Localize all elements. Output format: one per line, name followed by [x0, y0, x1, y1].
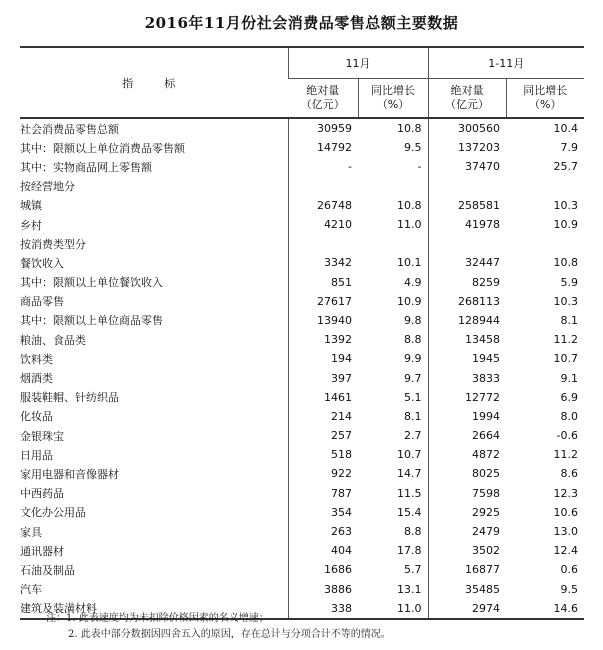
ytd-abs-value: 8025 [428, 464, 506, 483]
ytd-abs-value: 2479 [428, 522, 506, 541]
table-row [20, 292, 584, 311]
nov-abs-value: 518 [288, 445, 358, 464]
row-label: 化妆品 [20, 410, 53, 424]
ytd-yoy-value: 8.0 [560, 409, 578, 423]
indicator-header: 指 标 [20, 47, 288, 118]
nov-yoy-value: 9.9 [404, 352, 422, 366]
ytd-yoy-value [506, 234, 584, 253]
ytd-abs-value: 32447 [428, 253, 506, 272]
table-row [20, 464, 584, 483]
ytd-yoy-value: 10.8 [553, 256, 578, 270]
ytd-yoy-value: 6.9 [560, 390, 578, 404]
ytd-abs-value: 3502 [428, 541, 506, 560]
ytd-yoy-value: 7.9 [560, 141, 578, 155]
nov-abs-value: 338 [288, 599, 358, 619]
ytd-yoy-value: 10.9 [553, 218, 578, 232]
ytd-abs-header: 绝对量 （亿元） [428, 79, 506, 119]
ytd-yoy-value: 12.3 [553, 486, 578, 500]
ytd-abs-value: 1945 [428, 349, 506, 368]
ytd-yoy-value: 10.6 [553, 505, 578, 519]
table-row [20, 349, 584, 368]
nov-abs-value: 26748 [288, 196, 358, 215]
row-label: 饮料类 [20, 352, 53, 366]
table-row [20, 138, 584, 157]
nov-abs-value: 3342 [288, 253, 358, 272]
nov-yoy-value: 11.0 [358, 599, 428, 619]
row-label: 其中：实物商品网上零售额 [20, 160, 152, 174]
ytd-yoy-value: 10.7 [553, 352, 578, 366]
row-label: 按消费类型分 [20, 237, 86, 251]
nov-yoy-value: 10.8 [397, 122, 422, 136]
ytd-abs-value: 41978 [428, 215, 506, 234]
nov-yoy-value: 5.7 [404, 563, 422, 577]
nov-abs-value: 257 [288, 426, 358, 445]
table-body [20, 118, 584, 619]
table-row [20, 407, 584, 426]
nov-abs-value [288, 177, 358, 196]
nov-abs-value: 404 [288, 541, 358, 560]
nov-yoy-value: 5.1 [404, 390, 422, 404]
nov-abs-value [288, 234, 358, 253]
nov-abs-value: - [288, 157, 358, 176]
ytd-abs-value: 128944 [428, 311, 506, 330]
ytd-yoy-value: 10.4 [553, 122, 578, 136]
nov-abs-value: 14792 [288, 138, 358, 157]
row-label: 按经营地分 [20, 180, 75, 194]
row-label: 乡村 [20, 218, 42, 232]
table-row [20, 234, 584, 253]
ytd-abs-value: 4872 [428, 445, 506, 464]
period-ytd-header: 1-11月 [428, 47, 584, 79]
ytd-yoy-header: 同比增长 （%） [506, 79, 584, 119]
footnote-2: 2. 此表中部分数据因四舍五入的原因，存在总计与分项合计不等的情况。 [68, 629, 391, 640]
footnote-1: 注：1. 此表速度均为未扣除价格因素的名义增速； [46, 613, 269, 624]
ytd-abs-value [428, 177, 506, 196]
row-label: 通讯器材 [20, 544, 64, 558]
row-label: 其中：限额以上单位餐饮收入 [20, 276, 163, 290]
ytd-abs-value: 8259 [428, 273, 506, 292]
nov-yoy-value [358, 177, 428, 196]
ytd-yoy-value: 25.7 [553, 160, 578, 174]
nov-yoy-value [358, 234, 428, 253]
row-label: 石油及制品 [20, 563, 75, 577]
table-row [20, 215, 584, 234]
nov-yoy-value: 9.5 [404, 141, 422, 155]
row-label: 餐饮收入 [20, 256, 64, 270]
nov-yoy-value: 13.1 [397, 582, 422, 596]
row-label: 建筑及装潢材料 [20, 599, 288, 619]
nov-yoy-value: 8.8 [404, 525, 422, 539]
nov-yoy-header: 同比增长 （%） [358, 79, 428, 119]
nov-yoy-value: 10.7 [397, 448, 422, 462]
nov-yoy-value: 9.8 [404, 313, 422, 327]
table-row [20, 118, 584, 138]
ytd-abs-value: 268113 [428, 292, 506, 311]
table-row [20, 196, 584, 215]
nov-abs-value: 3886 [288, 580, 358, 599]
ytd-yoy-value: -0.6 [556, 429, 578, 443]
ytd-yoy-value: 14.6 [506, 599, 584, 619]
row-label: 金银珠宝 [20, 429, 64, 443]
ytd-abs-value: 7598 [428, 484, 506, 503]
nov-yoy-value: 11.5 [397, 486, 422, 500]
nov-abs-value: 194 [288, 349, 358, 368]
table-row [20, 177, 584, 196]
period-nov-header: 11月 [288, 47, 428, 79]
ytd-yoy-value: 8.6 [560, 467, 578, 481]
ytd-abs-value: 3833 [428, 368, 506, 387]
nov-yoy-value: 17.8 [397, 544, 422, 558]
row-label: 商品零售 [20, 295, 64, 309]
ytd-abs-value: 2925 [428, 503, 506, 522]
table-row [20, 541, 584, 560]
nov-abs-value: 851 [288, 273, 358, 292]
row-label: 其中：限额以上单位商品零售 [20, 314, 163, 328]
ytd-yoy-value [506, 177, 584, 196]
row-label: 城镇 [20, 199, 42, 213]
retail-sales-table [20, 46, 584, 620]
table-row [20, 253, 584, 272]
nov-yoy-value: 10.1 [397, 256, 422, 270]
ytd-yoy-value: 13.0 [553, 525, 578, 539]
nov-yoy-value: 8.1 [404, 409, 422, 423]
nov-yoy-value: 2.7 [404, 429, 422, 443]
ytd-abs-value [428, 234, 506, 253]
ytd-abs-value: 300560 [428, 118, 506, 138]
row-label: 日用品 [20, 448, 53, 462]
row-label: 中西药品 [20, 487, 64, 501]
ytd-abs-value: 1994 [428, 407, 506, 426]
table-row [20, 157, 584, 176]
table-row [20, 330, 584, 349]
row-label: 汽车 [20, 583, 42, 597]
ytd-abs-value: 2974 [428, 599, 506, 619]
table-row [20, 273, 584, 292]
row-label: 粮油、食品类 [20, 333, 86, 347]
ytd-abs-value: 137203 [428, 138, 506, 157]
ytd-yoy-value: 10.3 [553, 198, 578, 212]
nov-yoy-value: 4.9 [404, 275, 422, 289]
nov-abs-value: 27617 [288, 292, 358, 311]
ytd-abs-value: 12772 [428, 388, 506, 407]
row-label: 其中：限额以上单位消费品零售额 [20, 141, 185, 155]
page-title: 2016年11月份社会消费品零售总额主要数据 [144, 14, 459, 32]
table-row [20, 503, 584, 522]
nov-abs-value: 787 [288, 484, 358, 503]
ytd-abs-value: 13458 [428, 330, 506, 349]
nov-abs-value: 214 [288, 407, 358, 426]
ytd-yoy-value: 9.5 [560, 582, 578, 596]
nov-abs-header: 绝对量 （亿元） [288, 79, 358, 119]
row-label: 服装鞋帽、针纺织品 [20, 391, 119, 405]
nov-abs-value: 13940 [288, 311, 358, 330]
ytd-yoy-value: 12.4 [553, 544, 578, 558]
row-label: 家用电器和音像器材 [20, 467, 119, 481]
table-row [20, 580, 584, 599]
nov-yoy-value: 9.7 [404, 371, 422, 385]
nov-abs-value: 30959 [288, 118, 358, 138]
nov-abs-value: 397 [288, 368, 358, 387]
ytd-yoy-value: 0.6 [560, 563, 578, 577]
ytd-yoy-value: 8.1 [560, 313, 578, 327]
nov-yoy-value: 15.4 [397, 505, 422, 519]
ytd-abs-value: 2664 [428, 426, 506, 445]
nov-yoy-value: - [417, 160, 422, 174]
nov-abs-value: 4210 [288, 215, 358, 234]
row-label: 家具 [20, 525, 42, 539]
nov-abs-value: 1392 [288, 330, 358, 349]
ytd-yoy-value: 10.3 [553, 294, 578, 308]
table-row [20, 445, 584, 464]
nov-abs-value: 354 [288, 503, 358, 522]
table-row [20, 560, 584, 579]
ytd-abs-value: 16877 [428, 560, 506, 579]
table-row [20, 311, 584, 330]
nov-abs-value: 263 [288, 522, 358, 541]
nov-yoy-value: 14.7 [397, 467, 422, 481]
nov-yoy-value: 11.0 [397, 218, 422, 232]
nov-abs-value: 1686 [288, 560, 358, 579]
table-row [20, 426, 584, 445]
row-label: 文化办公用品 [20, 506, 86, 520]
nov-yoy-value: 10.8 [397, 198, 422, 212]
footnotes [46, 611, 391, 643]
table-row [20, 388, 584, 407]
nov-abs-value: 922 [288, 464, 358, 483]
ytd-yoy-value: 9.1 [560, 371, 578, 385]
row-label: 烟酒类 [20, 372, 53, 386]
nov-yoy-value: 10.9 [397, 294, 422, 308]
ytd-abs-value: 37470 [428, 157, 506, 176]
ytd-yoy-value: 11.2 [553, 333, 578, 347]
nov-yoy-value: 8.8 [404, 333, 422, 347]
table-row [20, 484, 584, 503]
ytd-abs-value: 35485 [428, 580, 506, 599]
table-row [20, 522, 584, 541]
nov-abs-value: 1461 [288, 388, 358, 407]
table-row [20, 368, 584, 387]
row-label: 社会消费品零售总额 [20, 122, 119, 136]
ytd-yoy-value: 5.9 [560, 275, 578, 289]
ytd-abs-value: 258581 [428, 196, 506, 215]
ytd-yoy-value: 11.2 [553, 448, 578, 462]
